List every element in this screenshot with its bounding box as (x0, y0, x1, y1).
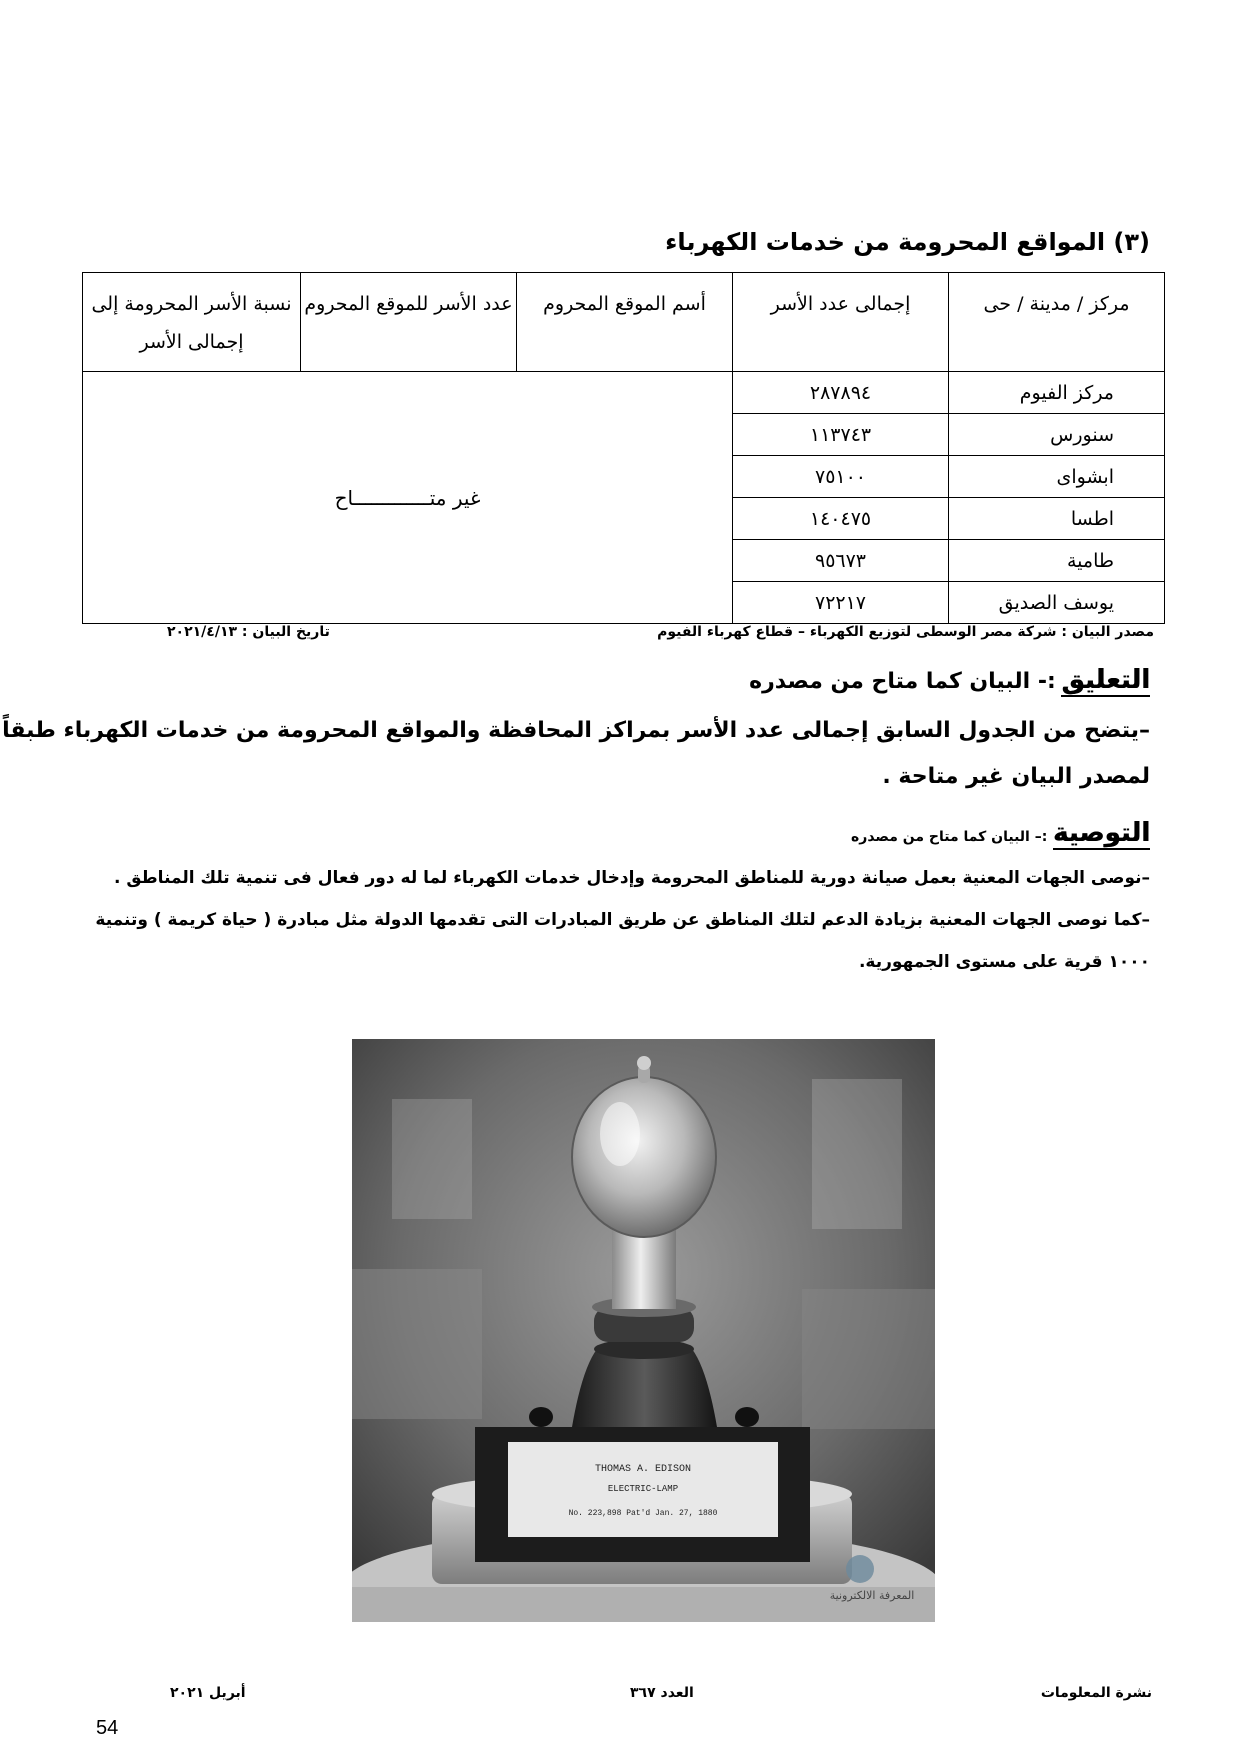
header-total-families: إجمالى عدد الأسر (733, 273, 949, 372)
photo-watermark: المعرفة الالكترونية (829, 1589, 915, 1602)
total-families: ١١٣٧٤٣ (733, 414, 949, 456)
district-name: سنورس (949, 414, 1165, 456)
comment-heading (749, 665, 1150, 695)
comment-line-1: –يتضح من الجدول السابق إجمالى عدد الأسر بمراكز المحافظة والمواقع المحرومة من خدمات الكهرباء طبقاً (2, 718, 1150, 743)
district-name: مركز الفيوم (949, 372, 1165, 414)
total-families: ٧٢٢١٧ (733, 582, 949, 624)
not-available-cell: غير متـــــــــــــاح (83, 372, 733, 624)
total-families: ٢٨٧٨٩٤ (733, 372, 949, 414)
footer-issue: العدد ٣٦٧ (630, 1685, 694, 1701)
source-line (82, 624, 1164, 648)
plaque-line-3: No. 223,898 Pat'd Jan. 27, 1880 (568, 1509, 718, 1518)
deprived-sites-table (82, 272, 1165, 624)
footer-publication: نشرة المعلومات (1040, 1685, 1152, 1701)
recommendation-label: التوصية (1052, 818, 1150, 848)
header-deprived-ratio: نسبة الأسر المحرومة إلى إجمالى الأسر (83, 273, 301, 372)
recommendation-line-1: –نوصى الجهات المعنية بعمل صيانة دورية للمناطق المحرومة وإدخال خدمات الكهرباء لما له دور فعال فى تنمية تلك المناطق . (113, 868, 1150, 888)
header-district: مركز / مدينة / حى (949, 273, 1165, 372)
district-name: طامية (949, 540, 1165, 582)
table-header-row (83, 273, 1165, 372)
edison-lamp-photo (352, 1039, 935, 1622)
district-name: ابشواى (949, 456, 1165, 498)
data-source: مصدر البيان : شركة مصر الوسطى لتوزيع الكهرباء – قطاع كهرباء الفيوم (657, 624, 1154, 640)
total-families: ٧٥١٠٠ (733, 456, 949, 498)
recommendation-heading-text: :– البيان كما متاح من مصدره (851, 829, 1048, 845)
total-families: ٩٥٦٧٣ (733, 540, 949, 582)
comment-label: التعليق (1061, 665, 1150, 695)
section-title: (٣) المواقع المحرومة من خدمات الكهرباء (665, 228, 1150, 256)
table-row (83, 372, 1165, 414)
header-site-families: عدد الأسر للموقع المحروم (301, 273, 517, 372)
comment-line-2: لمصدر البيان غير متاحة . (882, 764, 1150, 789)
watermark-logo-icon (846, 1555, 874, 1583)
district-name: يوسف الصديق (949, 582, 1165, 624)
comment-heading-text: :- البيان كما متاح من مصدره (749, 669, 1056, 694)
recommendation-heading (851, 818, 1150, 848)
plaque-line-1: THOMAS A. EDISON (594, 1464, 692, 1475)
data-date: تاريخ البيان : ٢٠٢١/٤/١٣ (167, 624, 330, 640)
page-footer (0, 1685, 1240, 1709)
total-families: ١٤٠٤٧٥ (733, 498, 949, 540)
district-name: اطسا (949, 498, 1165, 540)
page-number: 54 (96, 1717, 119, 1739)
recommendation-line-2: –كما نوصى الجهات المعنية بزيادة الدعم لتلك المناطق عن طريق المبادرات التى تقدمها الدولة مثل مبادرة ( حياة كريمة ) وتنمية (95, 910, 1150, 930)
plaque-line-2: ELECTRIC-LAMP (607, 1484, 679, 1494)
footer-date: أبريل ٢٠٢١ (170, 1685, 246, 1701)
header-site-name: أسم الموقع المحروم (517, 273, 733, 372)
recommendation-line-3: ١٠٠٠ قرية على مستوى الجمهورية. (858, 952, 1150, 972)
